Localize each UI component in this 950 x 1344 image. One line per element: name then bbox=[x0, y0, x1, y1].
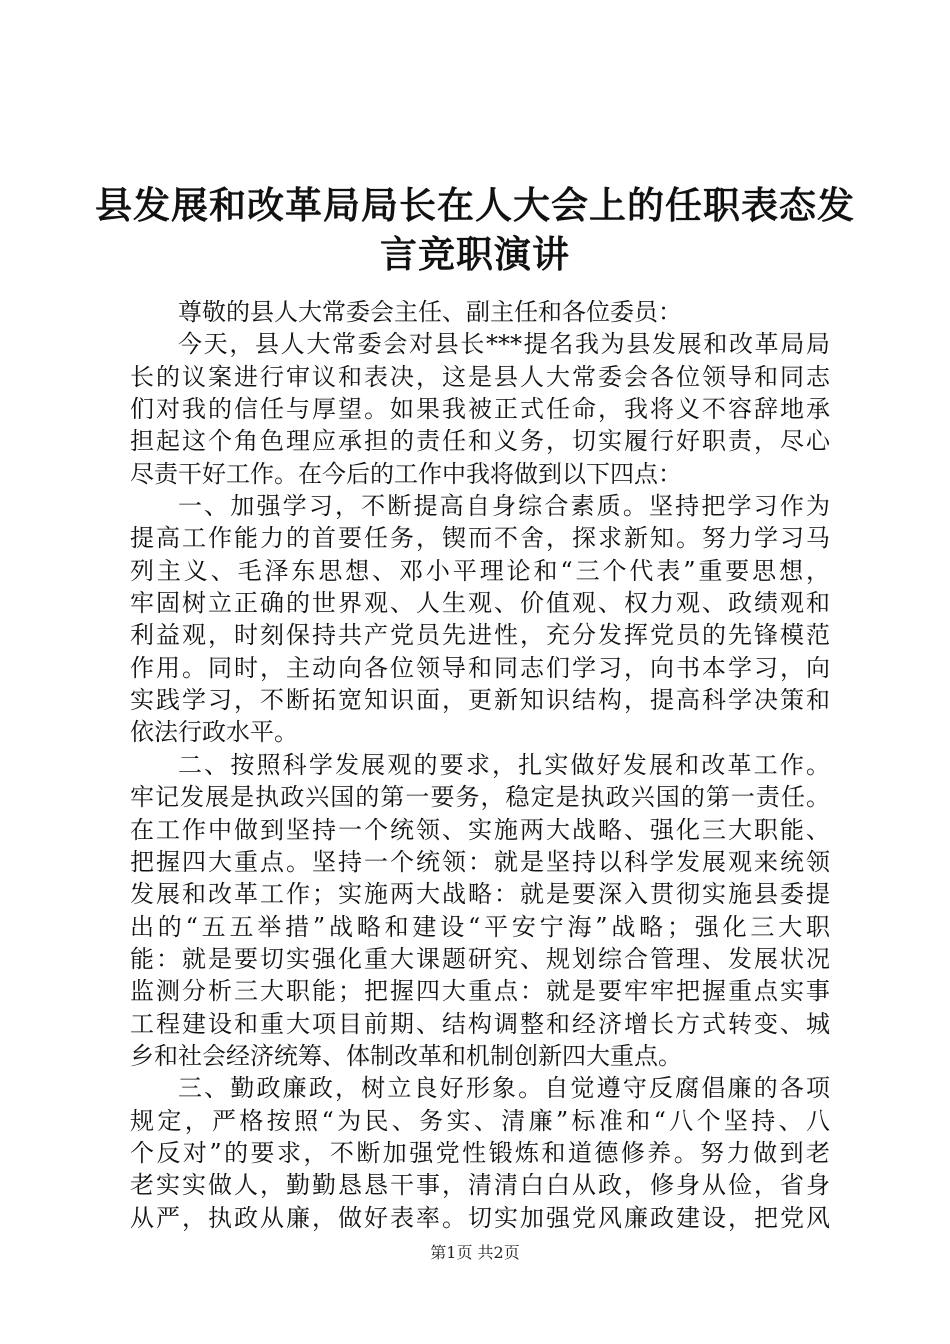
text-line: 老实实做人，勤勤恳恳干事，清清白白从政，修身从俭，省身 bbox=[130, 1171, 830, 1200]
paragraph-intro bbox=[130, 328, 830, 490]
text-line: 们对我的信任与厚望。如果我被正式任命，我将义不容辞地承 bbox=[130, 395, 830, 424]
paragraph-point-2 bbox=[130, 749, 830, 1072]
text-line: 依法行政水平。 bbox=[130, 718, 298, 747]
text-line: 从严，执政从廉，做好表率。切实加强党风廉政建设，把党风 bbox=[130, 1203, 830, 1232]
text-line: 担起这个角色理应承担的责任和义务，切实履行好职责，尽心 bbox=[130, 427, 830, 456]
text-line: 尽责干好工作。在今后的工作中我将做到以下四点： bbox=[130, 459, 682, 488]
text-line: 一、加强学习，不断提高自身综合素质。坚持把学习作为 bbox=[178, 492, 830, 521]
document-title-line-1: 县发展和改革局局长在人大会上的任职表态发 bbox=[95, 183, 855, 227]
text-line: 规定，严格按照“为民、务实、清廉”标准和“八个坚持、八 bbox=[130, 1106, 830, 1135]
text-line: 把握四大重点。坚持一个统领：就是坚持以科学发展观来统领 bbox=[130, 847, 830, 876]
text-line: 牢记发展是执政兴国的第一要务，稳定是执政兴国的第一责任。 bbox=[130, 783, 830, 812]
text-line: 个反对”的要求，不断加强党性锻炼和道德修养。努力做到老 bbox=[130, 1138, 830, 1167]
paragraph-salutation bbox=[130, 296, 830, 328]
paragraph-point-3 bbox=[130, 1072, 830, 1234]
text-line: 二、按照科学发展观的要求，扎实做好发展和改革工作。 bbox=[178, 750, 830, 779]
text-line: 发展和改革工作；实施两大战略：就是要深入贯彻实施县委提 bbox=[130, 880, 830, 909]
text-line: 长的议案进行审议和表决，这是县人大常委会各位领导和同志 bbox=[130, 362, 830, 391]
text-line: 能：就是要切实强化重大课题研究、规划综合管理、发展状况 bbox=[130, 944, 830, 973]
text-line: 列主义、毛泽东思想、邓小平理论和“三个代表”重要思想， bbox=[130, 556, 830, 585]
text-line: 作用。同时，主动向各位领导和同志们学习，向书本学习，向 bbox=[130, 653, 830, 682]
paragraph-point-1 bbox=[130, 490, 830, 749]
text-line: 利益观，时刻保持共产党员先进性，充分发挥党员的先锋模范 bbox=[130, 621, 830, 650]
text-line: 今天，县人大常委会对县长***提名我为县发展和改革局局 bbox=[178, 330, 830, 359]
document-title-line-2: 言竞职演讲 bbox=[380, 232, 570, 276]
document-body bbox=[130, 296, 830, 1234]
text-line: 提高工作能力的首要任务，锲而不舍，探求新知。努力学习马 bbox=[130, 524, 830, 553]
text-line: 三、勤政廉政，树立良好形象。自觉遵守反腐倡廉的各项 bbox=[178, 1074, 830, 1103]
text-line: 尊敬的县人大常委会主任、副主任和各位委员： bbox=[178, 298, 682, 326]
text-line: 牢固树立正确的世界观、人生观、价值观、权力观、政绩观和 bbox=[130, 589, 830, 618]
text-line: 在工作中做到坚持一个统领、实施两大战略、强化三大职能、 bbox=[130, 815, 830, 844]
text-line: 出的“五五举措”战略和建设“平安宁海”战略；强化三大职 bbox=[130, 912, 830, 941]
text-line: 实践学习，不断拓宽知识面，更新知识结构，提高科学决策和 bbox=[130, 686, 830, 715]
text-line: 监测分析三大职能；把握四大重点：就是要牢牢把握重点实事 bbox=[130, 977, 830, 1006]
page-number-footer: 第1页 共2页 bbox=[430, 1243, 520, 1262]
text-line: 乡和社会经济统筹、体制改革和机制创新四大重点。 bbox=[130, 1041, 682, 1070]
text-line: 工程建设和重大项目前期、结构调整和经济增长方式转变、城 bbox=[130, 1009, 830, 1038]
